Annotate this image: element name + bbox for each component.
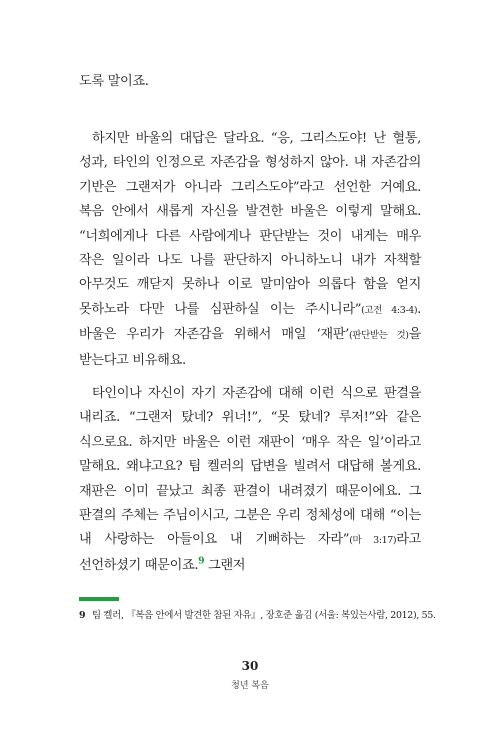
footnote-number: 9 (79, 610, 86, 621)
paragraph-1-main: 하지만 바울의 대답은 달라요. “응, 그리스도야! 난 혈통, 성과, 타인의 인정으로 자존감을 형성하지 않아. 내 자존감의 기반은 그랜저가 아니라 그리스도야”라고 선언한 거예요. 복음 안에서 새롭게 자신을 발견한 바울은 이렇게 말해요. “너희에게나 다른 사람에게나 판단받는 것이 내게는 매우 작은 일이라 나도 나를 판단하지 아니하노니 내가 자책할 아무것도 깨닫지 못하나 이로 말미암아 의롭다 함을 얻지 못하노라 다만 나를 심판하실 이는 주시니라” (79, 131, 421, 317)
running-footer: 청년 복음 (231, 681, 269, 691)
carryover-paragraph (79, 70, 421, 94)
paragraph-1-after-citation: . 바울은 우리가 자존감을 위해서 매일 ‘재판’ (79, 301, 421, 343)
footnote-reference[interactable]: 9 (198, 556, 205, 567)
paragraph-2-ending: 그랜저 (204, 557, 246, 573)
body-paragraph-1 (79, 127, 421, 373)
page-number: 30 (241, 659, 259, 673)
paragraph-1-inline-note: (판단받는 것) (348, 330, 409, 342)
paragraph-2-after-citation: 라고 선언하셨기 때문이죠. (79, 532, 422, 573)
footnote (79, 609, 436, 623)
paragraph-2-main: 타인이나 자신이 자기 자존감에 대해 이런 식으로 판결을 내리죠. “그랜저 탔네? 위너!”, “못 탔네? 루저!”와 같은 식으로요. 하지만 바울은 이런 재판이 ‘매우 작은 일’이라고 말해요. 왜냐고요? 팀 켈러의 답변을 빌려서 대답해 볼게요. 재판은 이미 끝났고 최종 판결이 내려졌기 때문이에요. 그 판결의 주체는 주님이시고, 그분은 우리 정체성에 대해 “이는 내 사랑하는 아들이요 내 기뻐하는 자라” (79, 386, 421, 548)
body-paragraph-2 (79, 382, 421, 578)
paragraph-1-ending: 을 받는다고 비유해요. (79, 327, 421, 368)
paragraph-2-text (79, 382, 421, 578)
paragraph-2-citation: (마 3:17) (349, 535, 397, 547)
paragraph-1-text (79, 127, 421, 373)
paragraph-1-citation: (고전 4:3-4) (361, 304, 418, 316)
carryover-text: 도록 말이죠. (79, 74, 149, 89)
footnote-text: 팀 켈러, 『복음 안에서 발견한 참된 자유』, 장호준 옮김 (서울: 복있는사람, 2012), 55. (92, 610, 436, 621)
footnote-divider (79, 597, 119, 601)
